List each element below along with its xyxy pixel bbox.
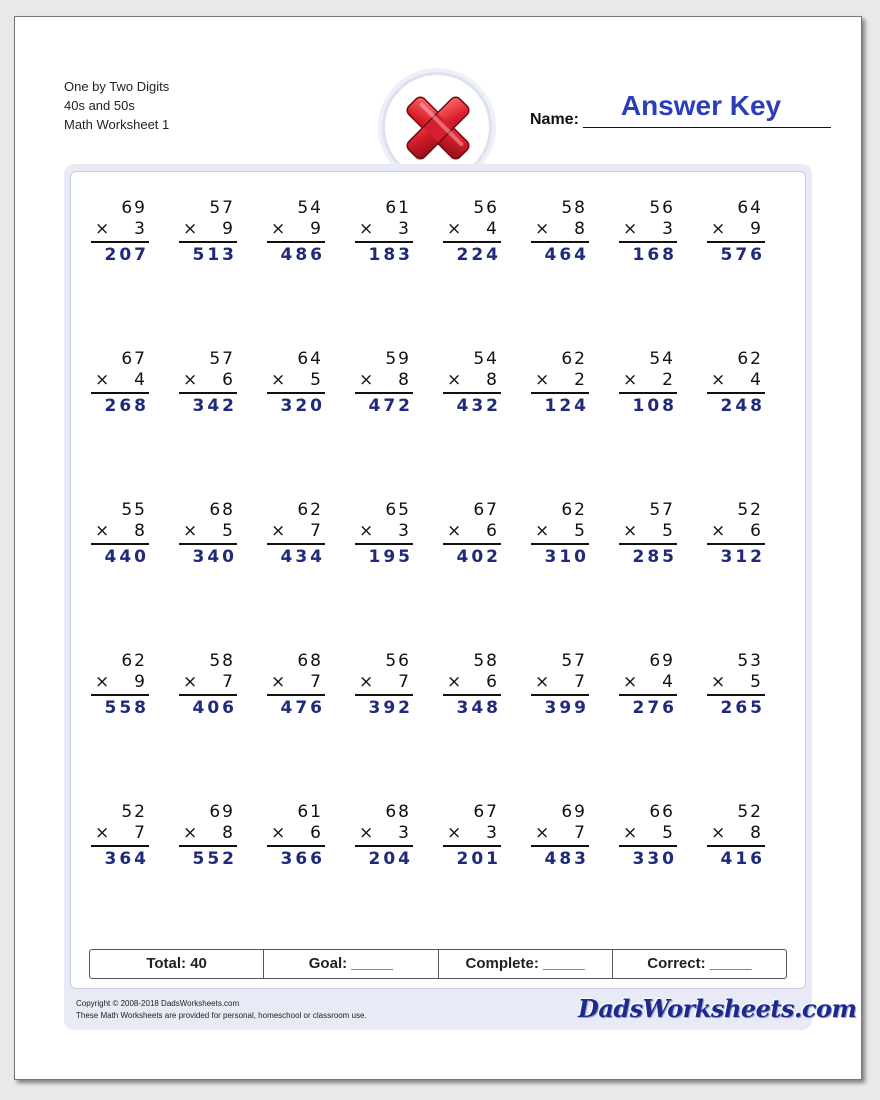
multiplier-digit: 6 (222, 370, 235, 390)
problem-answer: 340 (192, 547, 237, 567)
problem-answer: 195 (368, 547, 413, 567)
problem-multiplicand: 61 (385, 198, 411, 218)
problem-multiplicand: 69 (121, 198, 147, 218)
problem-multiplier (179, 370, 237, 394)
problem-item (355, 349, 413, 418)
problem-multiplicand: 52 (737, 500, 763, 520)
problem-multiplier (267, 672, 325, 696)
answer-key-title: Answer Key (620, 90, 782, 121)
problem-item (443, 198, 501, 267)
dadsworksheets-logo: DadsWorksheets.com (578, 994, 857, 1023)
problem-multiplicand: 69 (561, 802, 587, 822)
times-sign: × (183, 672, 200, 692)
times-sign: × (183, 370, 200, 390)
problem-multiplier (179, 521, 237, 545)
problem-multiplier (619, 219, 677, 243)
problem-multiplier (91, 672, 149, 696)
problem-multiplier (443, 672, 501, 696)
times-sign: × (623, 672, 640, 692)
problem-multiplier (619, 521, 677, 545)
problem-answer: 392 (368, 698, 413, 718)
multiplier-digit: 3 (134, 219, 147, 239)
usage-notice: These Math Worksheets are provided for personal, homeschool or classroom use. (76, 1011, 367, 1020)
times-sign: × (711, 370, 728, 390)
problem-multiplier (355, 219, 413, 243)
problem-multiplicand: 68 (297, 651, 323, 671)
times-sign: × (535, 219, 552, 239)
problem-multiplicand: 54 (649, 349, 675, 369)
problem-multiplicand: 57 (209, 349, 235, 369)
times-sign: × (183, 521, 200, 541)
problem-answer: 399 (544, 698, 589, 718)
times-sign: × (95, 370, 112, 390)
times-sign: × (183, 823, 200, 843)
times-sign: × (447, 672, 464, 692)
problem-multiplicand: 68 (385, 802, 411, 822)
problem-multiplicand: 52 (737, 802, 763, 822)
times-sign: × (359, 521, 376, 541)
correct-cell: Correct: _____ (647, 955, 752, 972)
problem-multiplier (91, 823, 149, 847)
problem-answer: 576 (720, 245, 765, 265)
multiplier-digit: 7 (574, 823, 587, 843)
problem-answer: 416 (720, 849, 765, 869)
worksheet-heading (64, 77, 169, 134)
problem-answer: 432 (456, 396, 501, 416)
copyright-text: Copyright © 2008-2018 DadsWorksheets.com (76, 999, 240, 1008)
problem-answer: 513 (192, 245, 237, 265)
times-sign: × (711, 521, 728, 541)
problem-item (531, 500, 589, 569)
problem-multiplier (267, 823, 325, 847)
multiplier-digit: 2 (574, 370, 587, 390)
problem-multiplier (443, 823, 501, 847)
problem-item (91, 802, 149, 871)
multiplier-digit: 9 (750, 219, 763, 239)
times-sign: × (271, 370, 288, 390)
multiplier-digit: 5 (662, 823, 675, 843)
problem-item (179, 500, 237, 569)
times-sign: × (271, 823, 288, 843)
problem-multiplier (619, 823, 677, 847)
problem-multiplicand: 56 (649, 198, 675, 218)
problem-answer: 312 (720, 547, 765, 567)
times-sign: × (447, 370, 464, 390)
times-sign: × (271, 219, 288, 239)
times-sign: × (711, 672, 728, 692)
multiplier-digit: 4 (662, 672, 675, 692)
problem-multiplier (707, 370, 765, 394)
problem-multiplicand: 56 (473, 198, 499, 218)
problem-multiplier (443, 219, 501, 243)
times-sign: × (623, 521, 640, 541)
problem-multiplier (179, 823, 237, 847)
problem-multiplier (531, 521, 589, 545)
problem-answer: 201 (456, 849, 501, 869)
problem-multiplicand: 67 (473, 802, 499, 822)
problem-multiplicand: 62 (297, 500, 323, 520)
complete-cell: Complete: _____ (439, 950, 613, 978)
problem-multiplier (619, 672, 677, 696)
problem-answer: 268 (104, 396, 149, 416)
problem-item (707, 651, 765, 720)
problem-multiplicand: 56 (385, 651, 411, 671)
problem-item (91, 349, 149, 418)
problem-multiplier (707, 823, 765, 847)
copyright-block (76, 998, 367, 1022)
problem-multiplier (91, 521, 149, 545)
problem-multiplicand: 54 (297, 198, 323, 218)
times-sign: × (447, 823, 464, 843)
problem-item (355, 651, 413, 720)
times-sign: × (535, 370, 552, 390)
problem-item (355, 500, 413, 569)
problem-item (443, 500, 501, 569)
problem-item (91, 198, 149, 267)
problem-item (91, 500, 149, 569)
problem-item (619, 500, 677, 569)
problem-item (707, 802, 765, 871)
goal-cell: Goal: _____ (264, 950, 438, 978)
problem-item (355, 198, 413, 267)
times-sign: × (447, 521, 464, 541)
multiplier-digit: 3 (662, 219, 675, 239)
times-sign: × (359, 672, 376, 692)
problem-multiplier (91, 370, 149, 394)
problem-item (267, 802, 325, 871)
problem-item (179, 651, 237, 720)
problem-answer: 440 (104, 547, 149, 567)
problem-answer: 330 (632, 849, 677, 869)
times-sign: × (271, 521, 288, 541)
problem-multiplicand: 58 (561, 198, 587, 218)
problem-item (531, 349, 589, 418)
problem-item (443, 349, 501, 418)
problem-item (531, 802, 589, 871)
times-sign: × (359, 823, 376, 843)
problem-item (531, 651, 589, 720)
problem-answer: 483 (544, 849, 589, 869)
problem-multiplier (707, 521, 765, 545)
multiplier-digit: 7 (310, 521, 323, 541)
total-cell: Total: 40 (90, 950, 264, 978)
problem-multiplicand: 58 (209, 651, 235, 671)
times-sign: × (623, 219, 640, 239)
multiplier-digit: 4 (134, 370, 147, 390)
problem-item (267, 198, 325, 267)
red-x-icon (396, 86, 480, 170)
problem-multiplier (443, 521, 501, 545)
problem-multiplicand: 69 (649, 651, 675, 671)
problem-multiplier (707, 672, 765, 696)
problem-answer: 310 (544, 547, 589, 567)
problem-multiplier (179, 219, 237, 243)
problem-multiplicand: 57 (561, 651, 587, 671)
problem-multiplicand: 65 (385, 500, 411, 520)
heading-line-1: One by Two Digits (64, 79, 170, 94)
problem-answer: 320 (280, 396, 325, 416)
multiplier-digit: 2 (662, 370, 675, 390)
problem-multiplicand: 52 (121, 802, 147, 822)
problem-item (91, 651, 149, 720)
problem-item (179, 802, 237, 871)
problem-item (619, 802, 677, 871)
problem-multiplier (355, 823, 413, 847)
problem-answer: 204 (368, 849, 413, 869)
problem-answer: 366 (280, 849, 325, 869)
multiplier-digit: 9 (222, 219, 235, 239)
problem-item (707, 349, 765, 418)
problem-answer: 342 (192, 396, 237, 416)
times-sign: × (359, 370, 376, 390)
multiplier-digit: 5 (222, 521, 235, 541)
times-sign: × (623, 370, 640, 390)
problem-multiplicand: 57 (209, 198, 235, 218)
problem-answer: 486 (280, 245, 325, 265)
problem-multiplicand: 62 (121, 651, 147, 671)
multiplier-digit: 7 (134, 823, 147, 843)
problem-item (443, 802, 501, 871)
times-sign: × (95, 672, 112, 692)
problem-answer: 476 (280, 698, 325, 718)
problem-multiplicand: 68 (209, 500, 235, 520)
multiplier-digit: 5 (750, 672, 763, 692)
problem-multiplicand: 59 (385, 349, 411, 369)
problem-answer: 402 (456, 547, 501, 567)
multiplier-digit: 5 (310, 370, 323, 390)
problem-multiplicand: 62 (737, 349, 763, 369)
problem-item (531, 198, 589, 267)
multiplier-digit: 8 (574, 219, 587, 239)
problem-answer: 248 (720, 396, 765, 416)
problem-multiplier (91, 219, 149, 243)
multiplier-digit: 8 (134, 521, 147, 541)
times-sign: × (95, 521, 112, 541)
heading-line-2: 40s and 50s (64, 98, 135, 113)
times-sign: × (183, 219, 200, 239)
problem-answer: 108 (632, 396, 677, 416)
multiplier-digit: 7 (310, 672, 323, 692)
problem-multiplicand: 57 (649, 500, 675, 520)
multiplier-digit: 4 (750, 370, 763, 390)
multiplier-digit: 7 (222, 672, 235, 692)
name-line (583, 127, 831, 128)
multiplier-digit: 6 (486, 521, 499, 541)
problem-multiplicand: 66 (649, 802, 675, 822)
multiplier-digit: 5 (574, 521, 587, 541)
times-sign: × (535, 521, 552, 541)
problem-answer: 552 (192, 849, 237, 869)
name-label: Name: (530, 111, 579, 128)
multiplier-digit: 9 (310, 219, 323, 239)
times-sign: × (359, 219, 376, 239)
times-sign: × (95, 219, 112, 239)
problem-answer: 183 (368, 245, 413, 265)
multiplier-digit: 3 (398, 219, 411, 239)
multiplier-digit: 3 (398, 823, 411, 843)
problem-multiplier (707, 219, 765, 243)
problem-multiplier (531, 823, 589, 847)
heading-line-3: Math Worksheet 1 (64, 117, 170, 132)
times-sign: × (95, 823, 112, 843)
problem-item (619, 651, 677, 720)
multiplier-digit: 7 (574, 672, 587, 692)
problem-item (355, 802, 413, 871)
multiplier-digit: 6 (310, 823, 323, 843)
times-sign: × (447, 219, 464, 239)
problem-answer: 285 (632, 547, 677, 567)
problem-multiplicand: 64 (737, 198, 763, 218)
problem-multiplicand: 67 (473, 500, 499, 520)
times-sign: × (711, 823, 728, 843)
multiplier-digit: 3 (486, 823, 499, 843)
problem-multiplier (267, 370, 325, 394)
problem-multiplicand: 64 (297, 349, 323, 369)
times-sign: × (623, 823, 640, 843)
multiplier-digit: 8 (398, 370, 411, 390)
problem-answer: 406 (192, 698, 237, 718)
problem-answer: 434 (280, 547, 325, 567)
problem-multiplier (179, 672, 237, 696)
problem-multiplicand: 62 (561, 349, 587, 369)
problem-multiplicand: 58 (473, 651, 499, 671)
problem-multiplicand: 62 (561, 500, 587, 520)
problem-answer: 276 (632, 698, 677, 718)
problem-answer: 265 (720, 698, 765, 718)
times-sign: × (535, 672, 552, 692)
multiplier-digit: 3 (398, 521, 411, 541)
problem-answer: 207 (104, 245, 149, 265)
problem-item (267, 500, 325, 569)
problem-answer: 348 (456, 698, 501, 718)
multiplier-digit: 8 (222, 823, 235, 843)
problem-item (619, 198, 677, 267)
problem-multiplier (355, 521, 413, 545)
problem-item (179, 198, 237, 267)
problem-item (707, 500, 765, 569)
times-sign: × (711, 219, 728, 239)
problem-answer: 224 (456, 245, 501, 265)
multiplier-digit: 7 (398, 672, 411, 692)
problem-multiplicand: 54 (473, 349, 499, 369)
problem-item (443, 651, 501, 720)
multiplier-digit: 9 (134, 672, 147, 692)
problem-multiplier (355, 370, 413, 394)
problem-answer: 168 (632, 245, 677, 265)
multiplier-digit: 5 (662, 521, 675, 541)
problem-multiplier (531, 219, 589, 243)
multiplier-digit: 8 (750, 823, 763, 843)
problem-answer: 124 (544, 396, 589, 416)
problem-multiplier (531, 370, 589, 394)
problem-answer: 364 (104, 849, 149, 869)
multiplier-digit: 4 (486, 219, 499, 239)
problem-multiplier (355, 672, 413, 696)
problem-answer: 464 (544, 245, 589, 265)
multiplier-digit: 6 (750, 521, 763, 541)
problem-multiplier (267, 521, 325, 545)
times-sign: × (271, 672, 288, 692)
multiplier-digit: 6 (486, 672, 499, 692)
problem-multiplicand: 69 (209, 802, 235, 822)
problem-item (707, 198, 765, 267)
problem-multiplicand: 53 (737, 651, 763, 671)
problem-multiplicand: 67 (121, 349, 147, 369)
problem-multiplier (619, 370, 677, 394)
problem-multiplicand: 61 (297, 802, 323, 822)
problem-item (619, 349, 677, 418)
score-bar (89, 949, 787, 979)
times-sign: × (535, 823, 552, 843)
problem-item (179, 349, 237, 418)
problem-item (267, 349, 325, 418)
problem-item (267, 651, 325, 720)
problem-answer: 558 (104, 698, 149, 718)
problem-answer: 472 (368, 396, 413, 416)
problem-multiplier (531, 672, 589, 696)
problem-multiplicand: 55 (121, 500, 147, 520)
multiplier-digit: 8 (486, 370, 499, 390)
problem-multiplier (267, 219, 325, 243)
problem-multiplier (443, 370, 501, 394)
